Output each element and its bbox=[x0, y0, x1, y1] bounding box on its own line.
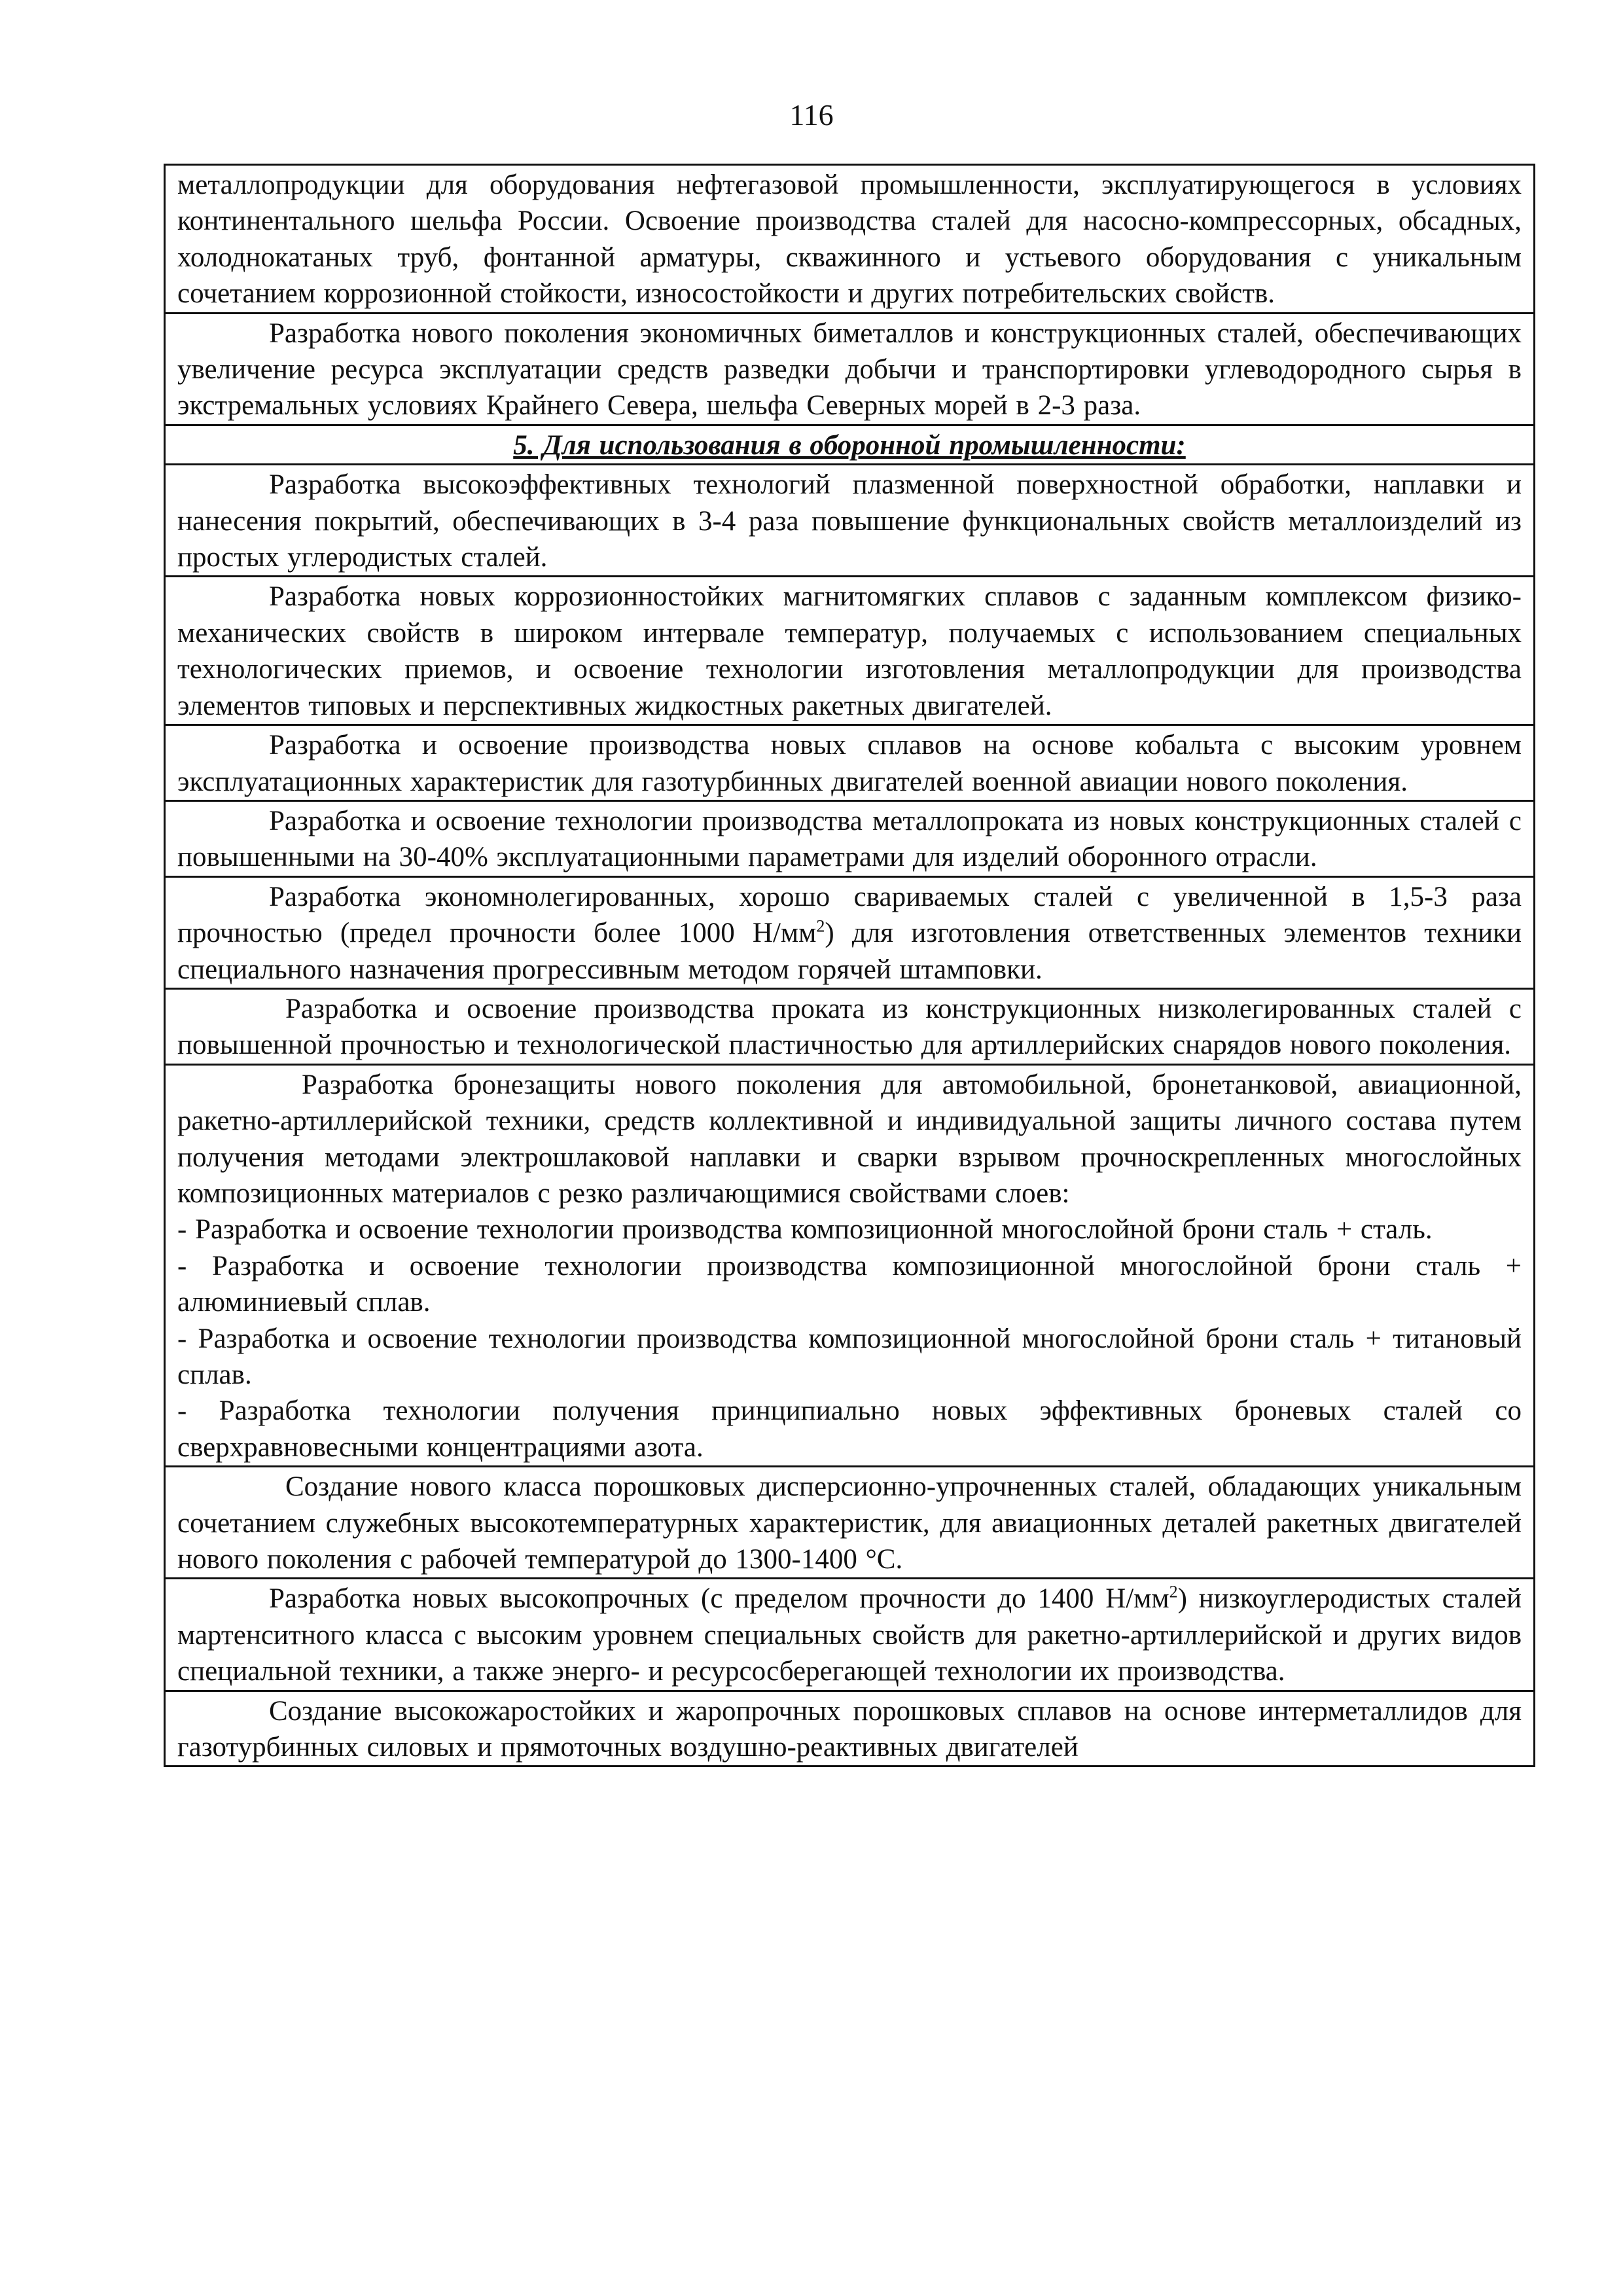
table-row bbox=[165, 165, 1535, 314]
list-item: - Разработка технологии получения принципиально новых эффективных броневых сталей со сверхравновесными концентрациями азота. bbox=[177, 1395, 1522, 1463]
table-cell bbox=[165, 1467, 1535, 1579]
row-text: Разработка новых коррозионностойких магнитомягких сплавов с заданным комплексом физико-механических свойств в широком интервале температур, получаемых с использованием специальных технологических приемов, и освоение технологии изготовления металлопродукции для производства элементов типовых и перспективных жидкостных ракетных двигателей. bbox=[177, 581, 1522, 721]
row-text: Разработка нового поколения экономичных биметаллов и конструкционных сталей, обеспечивающих увеличение ресурса эксплуатации средств разведки добычи и транспортировки углеводородного сырья в экстремальных условиях Крайнего Севера, шельфа Северных морей в 2-3 раза. bbox=[177, 317, 1522, 422]
table-row bbox=[165, 577, 1535, 725]
table-row bbox=[165, 465, 1535, 577]
table-row bbox=[165, 313, 1535, 425]
list-item: - Разработка и освоение технологии производства композиционной многослойной брони сталь + сталь. bbox=[177, 1214, 1433, 1246]
superscript: 2 bbox=[816, 916, 825, 936]
table-row bbox=[165, 425, 1535, 464]
row-text bbox=[177, 879, 1522, 988]
requirements-table bbox=[164, 164, 1535, 1767]
table-row bbox=[165, 876, 1535, 988]
table-row bbox=[165, 1467, 1535, 1579]
table-row bbox=[165, 800, 1535, 876]
row-text-part: Разработка экономнолегированных, хорошо свариваемых сталей с увеличенной в 1,5-3 раза прочностью (предел прочности более 1000 Н/мм bbox=[177, 881, 1522, 949]
table-cell bbox=[165, 425, 1535, 464]
row-text: Разработка и освоение технологии производства металлопроката из новых конструкционных сталей с повышенными на 30-40% эксплуатационными параметрами для изделий оборонного отрасли. bbox=[177, 805, 1522, 873]
page-number: 116 bbox=[789, 98, 834, 132]
row-text: Разработка и освоение производства новых сплавов на основе кобальта с высоким уровнем эксплуатационных характеристик для газотурбинных двигателей военной авиации нового поколения. bbox=[177, 730, 1522, 797]
table-row bbox=[165, 725, 1535, 801]
table-cell bbox=[165, 1579, 1535, 1691]
row-text-part: Разработка новых высокопрочных (с пределом прочности до 1400 Н/мм bbox=[269, 1583, 1169, 1615]
row-text: Разработка и освоение производства проката из конструкционных низколегированных сталей с повышенной прочностью и технологической пластичностью для артиллерийских снарядов нового поколения. bbox=[177, 993, 1522, 1061]
table-cell bbox=[165, 577, 1535, 725]
row-text-part: ) для изготовления ответственных элементов техники специального назначения прогрессивным методом горячей штамповки. bbox=[177, 918, 1522, 985]
row-text: Разработка высокоэффективных технологий плазменной поверхностной обработки, наплавки и нанесения покрытий, обеспечивающих в 3-4 раза повышение функциональных свойств металлоизделий из простых углеродистых сталей. bbox=[177, 469, 1522, 573]
row-text: Создание нового класса порошковых дисперсионно-упрочненных сталей, обладающих уникальным сочетанием служебных высокотемпературных характеристик, для авиационных деталей ракетных двигателей нового поколения с рабочей температурой до 1300-1400 °С. bbox=[177, 1471, 1522, 1575]
table-cell bbox=[165, 165, 1535, 314]
table-cell bbox=[165, 876, 1535, 988]
row-text-part: ) низкоуглеродистых сталей мартенситного класса с высоким уровнем специальных свойств для ракетно-артиллерийской и других видов специальной техники, а также энерго- и ресурсосберегающей технологии их производства. bbox=[177, 1583, 1522, 1687]
table-cell bbox=[165, 800, 1535, 876]
list-item: - Разработка и освоение технологии производства композиционной многослойной брони сталь + титановый сплав. bbox=[177, 1323, 1522, 1390]
table-cell bbox=[165, 988, 1535, 1064]
superscript: 2 bbox=[1169, 1583, 1178, 1602]
section-title: 5. Для использования в оборонной промышленности: bbox=[513, 429, 1186, 461]
row-text: Разработка бронезащиты нового поколения для автомобильной, бронетанковой, авиационной, ракетно-артиллерийской техники, средств коллективной и индивидуальной защиты личного состава путем получения методами электрошлаковой наплавки и сварки взрывом прочноскрепленных многослойных композиционных материалов с резко различающимися свойствами слоев: bbox=[177, 1069, 1522, 1209]
table-cell bbox=[165, 725, 1535, 801]
table-cell bbox=[165, 1064, 1535, 1466]
table-row bbox=[165, 988, 1535, 1064]
table-row bbox=[165, 1691, 1535, 1767]
table-cell bbox=[165, 465, 1535, 577]
table-cell bbox=[165, 1691, 1535, 1767]
row-text: металлопродукции для оборудования нефтегазовой промышленности, эксплуатирующегося в условиях континентального шельфа России. Освоение производства сталей для насосно-компрессорных, обсадных, холоднокатаных труб, фонтанной арматуры, скважинного и устьевого оборудования с уникальным сочетанием коррозионной стойкости, износостойкости и других потребительских свойств. bbox=[177, 170, 1522, 310]
row-text bbox=[177, 1581, 1522, 1689]
row-text: Создание высокожаростойких и жаропрочных порошковых сплавов на основе интерметаллидов для газотурбинных силовых и прямоточных воздушно-реактивных двигателей bbox=[177, 1695, 1522, 1763]
table-row bbox=[165, 1064, 1535, 1466]
list-item: - Разработка и освоение технологии производства композиционной многослойной брони сталь + алюминиевый сплав. bbox=[177, 1250, 1522, 1318]
table-row bbox=[165, 1579, 1535, 1691]
table-cell bbox=[165, 313, 1535, 425]
